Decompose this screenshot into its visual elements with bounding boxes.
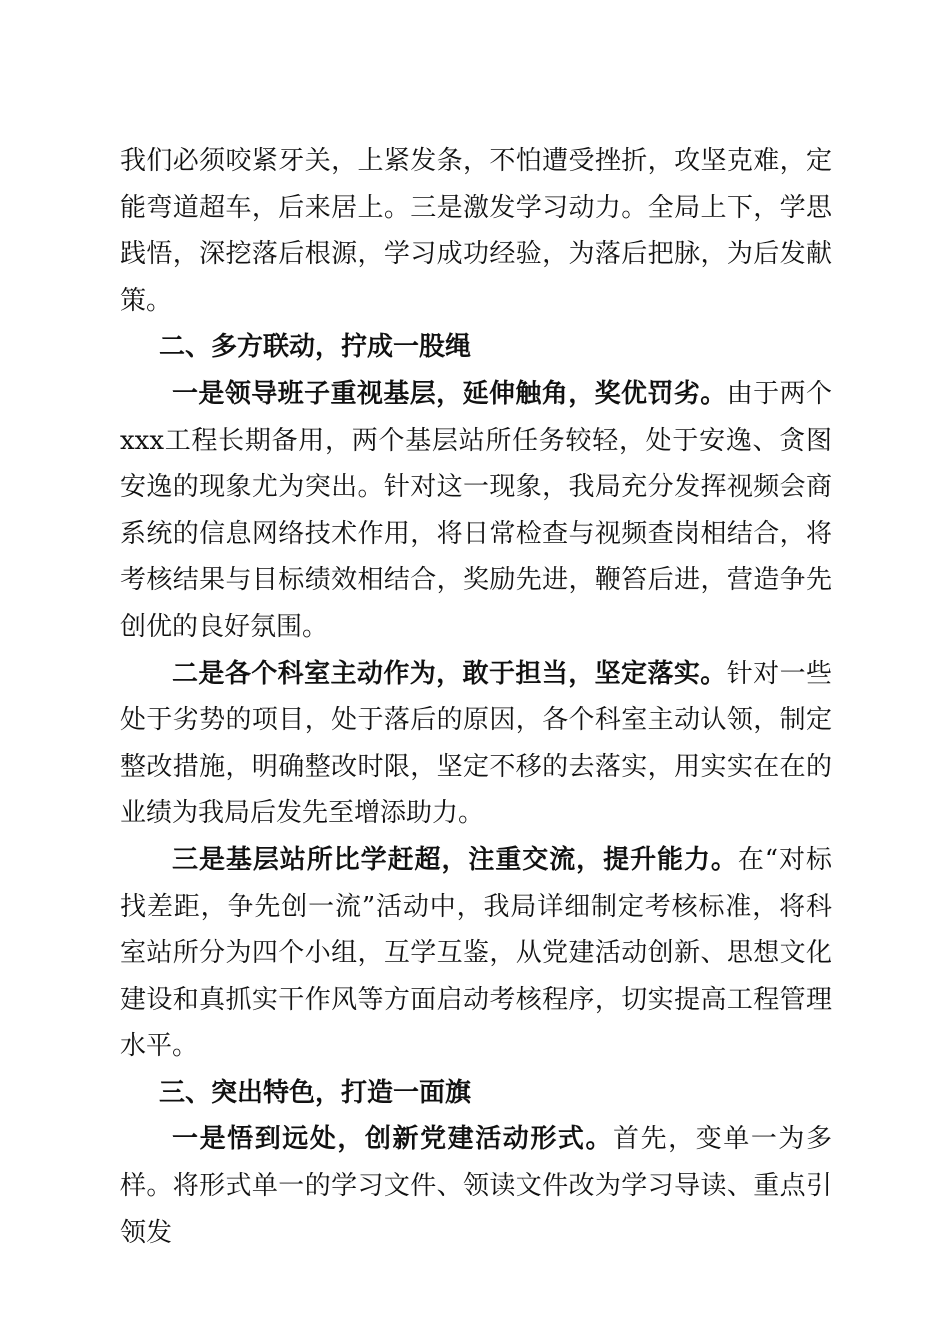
paragraph-text: 我们必须咬紧牙关，上紧发条，不怕遭受挫折，攻坚克难，定能弯道超车，后来居上。三是激发学习动力。全局上下，学思践悟，深挖落后根源，学习成功经验，为落后把脉，为后发献策。 <box>120 146 832 316</box>
paragraph-text: 针对一些处于劣势的项目，处于落后的原因，各个科室主动认领，制定整改措施，明确整改时限，坚定不移的去落实，用实实在在的业绩为我局后发先至增添助力。 <box>120 658 832 829</box>
paragraph-innovation <box>120 1116 832 1256</box>
section-heading-2 <box>120 324 832 371</box>
paragraph-text: 由于两个xxx工程长期备用，两个基层站所任务较轻，处于安逸、贪图安逸的现象尤为突出。针对这一现象，我局充分发挥视频会商系统的信息网络技术作用，将日常检查与视频查岗相结合，将考核结果与目标绩效相结合，奖励先进，鞭笞后进，营造争先创优的良好氛围。 <box>120 378 832 642</box>
paragraph-leadership <box>120 371 832 651</box>
paragraph-lead: 一是悟到远处，创新党建活动形式。 <box>172 1124 614 1155</box>
paragraph-lead: 三是基层站所比学赶超，注重交流，提升能力。 <box>172 844 738 875</box>
paragraph-stations <box>120 837 832 1070</box>
paragraph-lead: 一是领导班子重视基层，延伸触角，奖优罚劣。 <box>172 378 727 409</box>
paragraph-text: 在“对标找差距，争先创一流”活动中，我局详细制定考核标准，将科室站所分为四个小组，互学互鉴，从党建活动创新、思想文化建设和真抓实干作风等方面启动考核程序，切实提高工程管理水平。 <box>120 844 832 1062</box>
heading-text: 三、突出特色，打造一面旗 <box>159 1077 472 1108</box>
paragraph-departments <box>120 651 832 837</box>
paragraph-text: 首先，变单一为多样。将形式单一的学习文件、领读文件改为学习导读、重点引领发 <box>120 1124 832 1248</box>
document-body <box>120 138 832 1256</box>
section-heading-3 <box>120 1070 832 1117</box>
paragraph-lead: 二是各个科室主动作为，敢于担当，坚定落实。 <box>172 658 727 689</box>
heading-text: 二、多方联动，拧成一股绳 <box>159 332 472 363</box>
paragraph-continuation <box>120 138 832 324</box>
